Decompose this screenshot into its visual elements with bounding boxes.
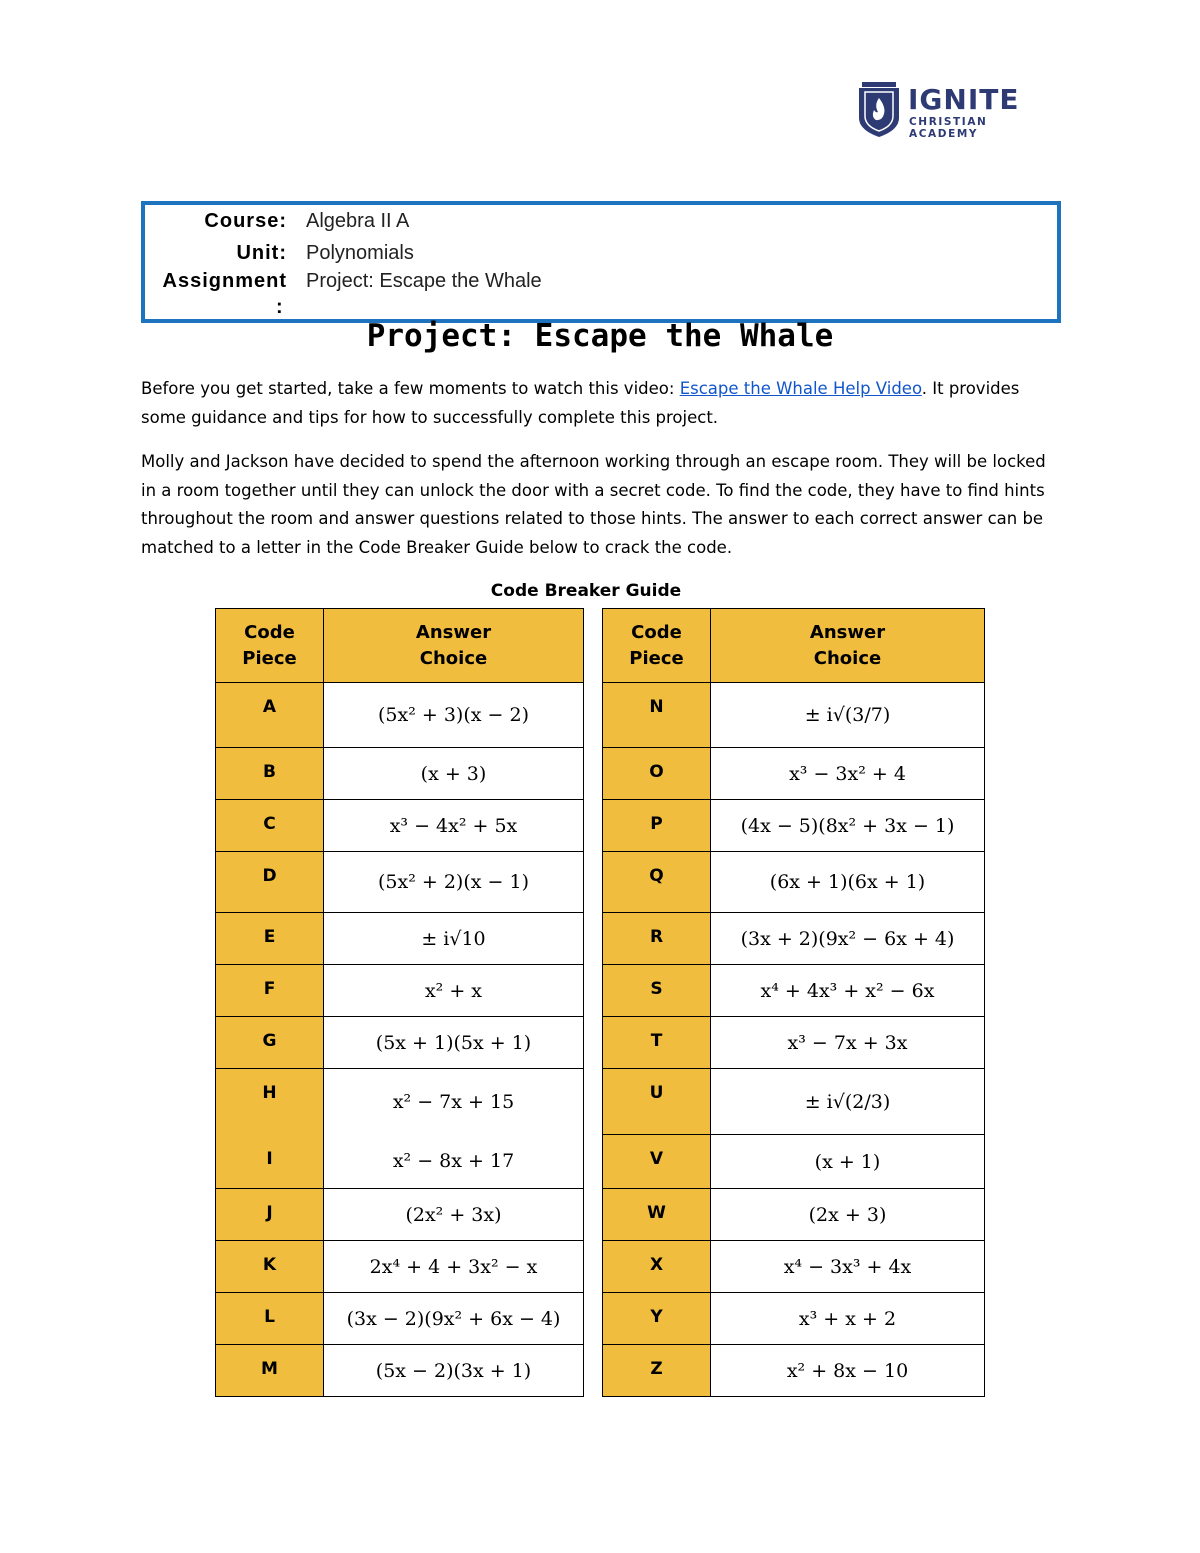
code-piece-cell: I xyxy=(216,1135,324,1189)
answer-choice-cell: x³ − 4x² + 5x xyxy=(324,800,584,852)
code-piece-cell: O xyxy=(603,748,711,800)
code-piece-cell: U xyxy=(603,1069,711,1135)
table-row xyxy=(603,1189,985,1241)
answer-choice-cell: (3x − 2)(9x² + 6x − 4) xyxy=(324,1293,584,1345)
code-piece-cell: M xyxy=(216,1345,324,1397)
answer-choice-cell: x² + 8x − 10 xyxy=(711,1345,985,1397)
answer-choice-cell: x³ + x + 2 xyxy=(711,1293,985,1345)
code-piece-cell: R xyxy=(603,913,711,965)
table-row xyxy=(603,965,985,1017)
table-row xyxy=(603,852,985,913)
code-piece-cell: B xyxy=(216,748,324,800)
answer-choice-cell: (x + 1) xyxy=(711,1135,985,1189)
answer-choice-cell: x² + x xyxy=(324,965,584,1017)
answer-choice-cell: x⁴ − 3x³ + 4x xyxy=(711,1241,985,1293)
assignment-label: Assignment xyxy=(162,270,287,292)
answer-choice-cell: (2x + 3) xyxy=(711,1189,985,1241)
code-piece-cell: L xyxy=(216,1293,324,1345)
code-piece-cell: J xyxy=(216,1189,324,1241)
shield-icon xyxy=(856,80,902,138)
answer-choice-header: Answer Choice xyxy=(711,609,985,683)
page-title: Project: Escape the Whale xyxy=(366,318,834,354)
answer-choice-cell: ± i√10 xyxy=(324,913,584,965)
answer-choice-cell: (x + 3) xyxy=(324,748,584,800)
code-piece-cell: X xyxy=(603,1241,711,1293)
code-piece-cell: Y xyxy=(603,1293,711,1345)
code-piece-cell: A xyxy=(216,683,324,748)
unit-row xyxy=(145,242,1057,272)
table-row xyxy=(603,683,985,748)
table-header-row xyxy=(216,609,584,683)
code-table-right xyxy=(602,608,985,1397)
assignment-row xyxy=(145,270,1057,318)
table-row xyxy=(216,913,584,965)
code-piece-cell: V xyxy=(603,1135,711,1189)
code-piece-cell: S xyxy=(603,965,711,1017)
answer-choice-cell: (5x² + 2)(x − 1) xyxy=(324,852,584,913)
table-row xyxy=(216,1017,584,1069)
table-row xyxy=(603,1017,985,1069)
answer-choice-cell: (2x² + 3x) xyxy=(324,1189,584,1241)
code-piece-cell: Q xyxy=(603,852,711,913)
answer-choice-cell: 2x⁴ + 4 + 3x² − x xyxy=(324,1241,584,1293)
logo-subtitle: CHRISTIAN ACADEMY xyxy=(909,116,988,140)
code-piece-header: Code Piece xyxy=(603,609,711,683)
table-row xyxy=(216,1241,584,1293)
answer-choice-cell: (5x² + 3)(x − 2) xyxy=(324,683,584,748)
table-row xyxy=(603,748,985,800)
table-row xyxy=(603,800,985,852)
unit-label: Unit: xyxy=(236,242,287,264)
answer-choice-header: Answer Choice xyxy=(324,609,584,683)
code-piece-cell: D xyxy=(216,852,324,913)
table-header-row xyxy=(603,609,985,683)
course-row xyxy=(145,210,1057,240)
table-row xyxy=(216,1189,584,1241)
answer-choice-cell: (3x + 2)(9x² − 6x + 4) xyxy=(711,913,985,965)
code-piece-cell: C xyxy=(216,800,324,852)
course-info-box xyxy=(141,201,1061,323)
table-row xyxy=(216,683,584,748)
table-row xyxy=(216,1345,584,1397)
assignment-value: Project: Escape the Whale xyxy=(306,270,542,292)
answer-choice-cell: x³ − 3x² + 4 xyxy=(711,748,985,800)
answer-choice-cell: (5x − 2)(3x + 1) xyxy=(324,1345,584,1397)
answer-choice-cell: (6x + 1)(6x + 1) xyxy=(711,852,985,913)
table-row xyxy=(603,1241,985,1293)
code-piece-cell: E xyxy=(216,913,324,965)
table-row xyxy=(603,1345,985,1397)
answer-choice-cell: ± i√(3/7) xyxy=(711,683,985,748)
code-piece-cell: K xyxy=(216,1241,324,1293)
intro-paragraph xyxy=(141,375,1061,432)
table-row xyxy=(216,1069,584,1135)
answer-choice-cell: x² − 7x + 15 xyxy=(324,1069,584,1135)
course-label: Course: xyxy=(204,210,287,232)
table-row xyxy=(216,800,584,852)
help-video-link[interactable]: Escape the Whale Help Video xyxy=(679,379,922,398)
table-row xyxy=(603,1293,985,1345)
story-paragraph: Molly and Jackson have decided to spend the afternoon working through an escape room. They will be locked in a room together until they can unlock the door with a secret code. To find the code, they have to find hints throughout the room and answer questions related to those hints. The answer to each correct answer can be matched to a letter in the Code Breaker Guide below to crack the code. xyxy=(141,452,1046,557)
logo-name: IGNITE xyxy=(908,83,1020,116)
code-piece-header: Code Piece xyxy=(216,609,324,683)
unit-value: Polynomials xyxy=(306,242,414,264)
table-row xyxy=(216,1135,584,1189)
table-row xyxy=(216,748,584,800)
code-piece-cell: W xyxy=(603,1189,711,1241)
course-value: Algebra II A xyxy=(306,210,410,232)
table-row xyxy=(216,965,584,1017)
code-table-left xyxy=(215,608,584,1397)
code-piece-cell: F xyxy=(216,965,324,1017)
code-piece-cell: T xyxy=(603,1017,711,1069)
code-piece-cell: H xyxy=(216,1069,324,1135)
intro-text-end: . It provides some guidance and tips for how to successfully complete this project. xyxy=(141,379,1020,427)
guide-title: Code Breaker Guide xyxy=(490,581,682,601)
assignment-colon: : xyxy=(276,296,283,318)
answer-choice-cell: x³ − 7x + 3x xyxy=(711,1017,985,1069)
table-row xyxy=(216,852,584,913)
table-row xyxy=(603,913,985,965)
answer-choice-cell: (4x − 5)(8x² + 3x − 1) xyxy=(711,800,985,852)
answer-choice-cell: x⁴ + 4x³ + x² − 6x xyxy=(711,965,985,1017)
code-piece-cell: P xyxy=(603,800,711,852)
answer-choice-cell: ± i√(2/3) xyxy=(711,1069,985,1135)
answer-choice-cell: x² − 8x + 17 xyxy=(324,1135,584,1189)
code-piece-cell: Z xyxy=(603,1345,711,1397)
code-piece-cell: N xyxy=(603,683,711,748)
table-row xyxy=(603,1069,985,1135)
table-row xyxy=(603,1135,985,1189)
answer-choice-cell: (5x + 1)(5x + 1) xyxy=(324,1017,584,1069)
intro-text: Before you get started, take a few moments to watch this video: xyxy=(141,379,680,398)
ignite-logo xyxy=(856,80,1056,140)
table-row xyxy=(216,1293,584,1345)
code-piece-cell: G xyxy=(216,1017,324,1069)
